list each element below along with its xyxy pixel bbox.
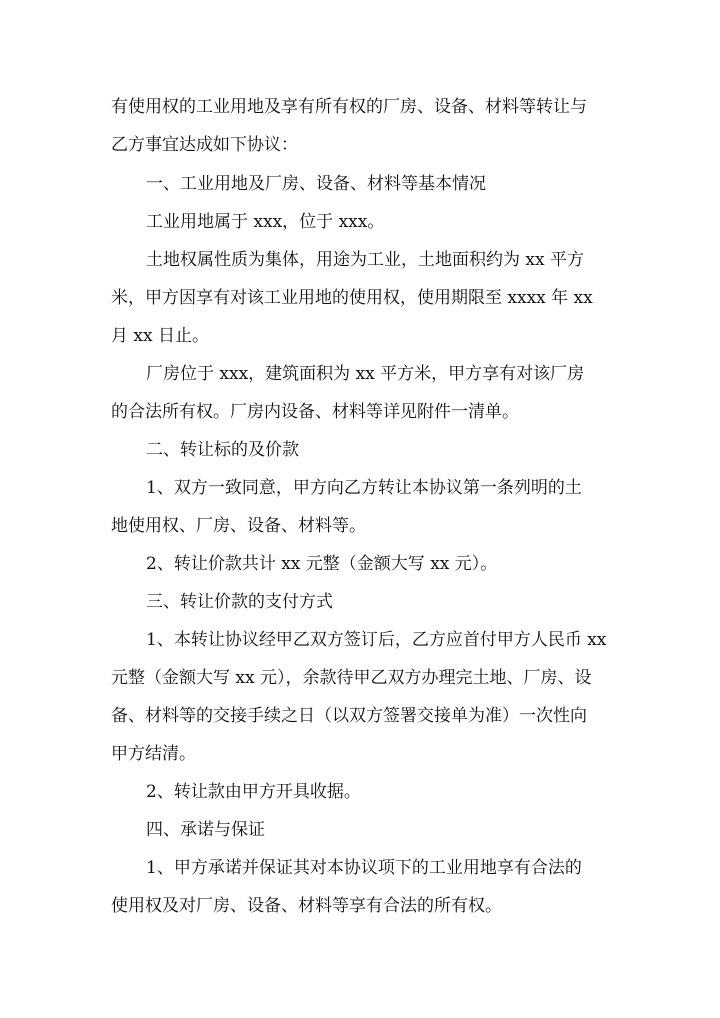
text-line: 1、双方一致同意，甲方向乙方转让本协议第一条列明的土 (146, 478, 582, 498)
text-line: 的合法所有权。厂房内设备、材料等详见附件一清单。 (111, 402, 519, 422)
text-line: 2、转让价款共计 xx 元整（金额大写 xx 元）。 (146, 554, 498, 574)
text-line: 1、甲方承诺并保证其对本协议项下的工业用地享有合法的 (146, 858, 582, 878)
text-line: 工业用地属于 xxx，位于 xxx。 (146, 212, 385, 232)
section-heading: 一、工业用地及厂房、设备、材料等基本情况 (146, 174, 486, 194)
text-line: 米，甲方因享有对该工业用地的使用权，使用期限至 xxxx 年 xx (111, 288, 593, 308)
section-heading: 二、转让标的及价款 (146, 440, 299, 460)
text-line: 厂房位于 xxx，建筑面积为 xx 平方米，甲方享有对该厂房 (146, 364, 585, 384)
text-line: 使用权及对厂房、设备、材料等享有合法的所有权。 (111, 896, 502, 916)
text-line: 土地权属性质为集体，用途为工业，土地面积约为 xx 平方 (146, 250, 584, 270)
text-line: 乙方事宜达成如下协议： (111, 135, 298, 155)
section-heading: 三、转让价款的支付方式 (146, 592, 333, 612)
text-line: 备、材料等的交接手续之日（以双方签署交接单为准）一次性向 (111, 706, 587, 726)
text-line: 甲方结清。 (111, 744, 196, 764)
text-line: 有使用权的工业用地及享有所有权的厂房、设备、材料等转让与 (111, 97, 587, 117)
text-line: 地使用权、厂房、设备、材料等。 (111, 516, 366, 536)
text-line: 1、本转让协议经甲乙双方签订后，乙方应首付甲方人民币 xx (146, 630, 607, 650)
section-heading: 四、承诺与保证 (146, 820, 265, 840)
text-line: 元整（金额大写 xx 元），余款待甲乙双方办理完土地、厂房、设 (111, 668, 592, 688)
text-line: 月 xx 日止。 (111, 326, 209, 346)
text-line: 2、转让款由甲方开具收据。 (146, 782, 361, 802)
